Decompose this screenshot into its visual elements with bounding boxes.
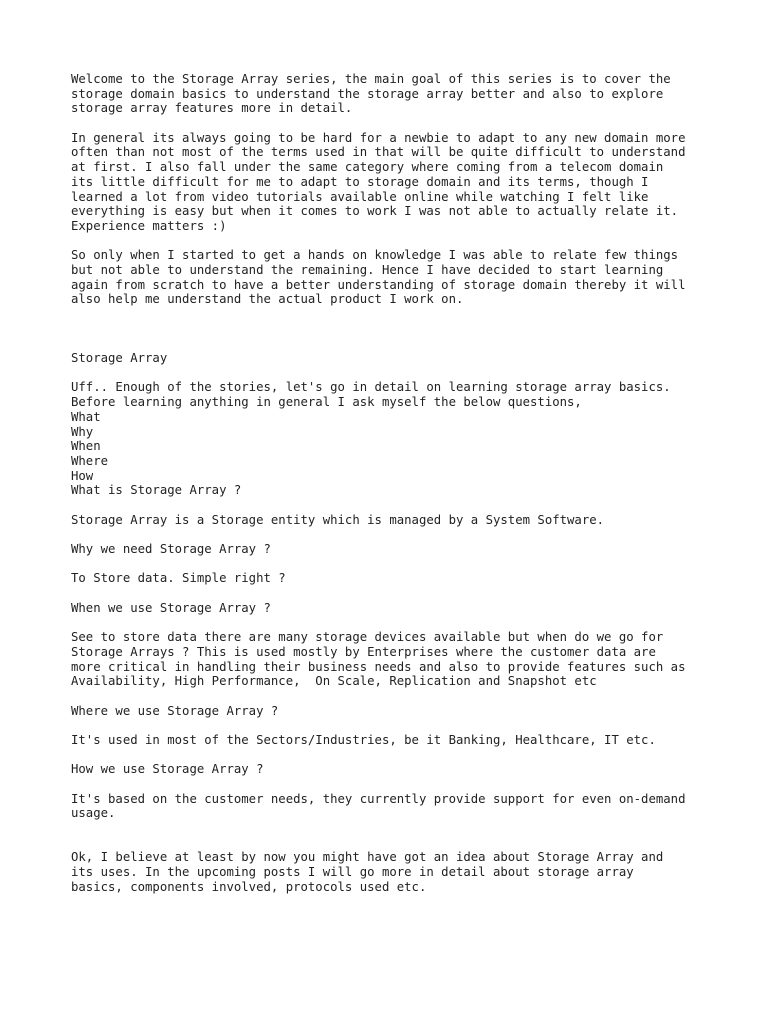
text-line: again from scratch to have a better understanding of storage domain thereby it will [71,277,686,292]
text-line: learned a lot from video tutorials available online while watching I felt like [71,189,649,204]
text-line: Storage Arrays ? This is used mostly by Enterprises where the customer data are [71,644,656,659]
question-word: Why [71,424,94,439]
question-word: When [71,439,101,454]
question-what: What is Storage Array ? [71,483,242,498]
text-line: storage array features more in detail. [71,101,353,116]
text-line: Before learning anything in general I ask myself the below questions, [71,395,582,410]
answer-why: To Store data. Simple right ? [71,571,286,586]
answer-when [71,630,731,689]
document-page [71,72,731,895]
text-line: Welcome to the Storage Array series, the main goal of this series is to cover the [71,72,671,86]
text-line: its little difficult for me to adapt to storage domain and its terms, though I [71,174,649,189]
text-line: In general its always going to be hard for a newbie to adapt to any new domain more [71,130,686,145]
uff-paragraph [71,380,731,498]
question-word: How [71,468,94,483]
text-line: everything is easy but when it comes to work I was not able to actually relate it. [71,204,679,219]
answer-what: Storage Array is a Storage entity which is managed by a System Software. [71,512,605,527]
text-line: basics, components involved, protocols used etc. [71,879,427,894]
text-line: often than not most of the terms used in that will be quite difficult to understand [71,145,686,160]
answer-where: It's used in most of the Sectors/Industries, be it Banking, Healthcare, IT etc. [71,732,656,747]
text-line: It's based on the customer needs, they currently provide support for even on-demand [71,791,686,806]
text-line: more critical in handling their business needs and also to provide features such as [71,659,686,674]
text-line: but not able to understand the remaining. Hence I have decided to start learning [71,262,664,277]
general-paragraph [71,131,731,234]
text-line: at first. I also fall under the same category where coming from a telecom domain [71,160,664,175]
question-when: When we use Storage Array ? [71,600,271,615]
question-how: How we use Storage Array ? [71,762,264,777]
text-line: See to store data there are many storage devices available but when do we go for [71,630,664,645]
question-word: What [71,409,101,424]
text-line: usage. [71,806,116,821]
text-line: Ok, I believe at least by now you might have got an idea about Storage Array and [71,850,664,865]
hands-on-paragraph [71,248,731,307]
text-line: storage domain basics to understand the storage array better and also to explore [71,86,664,101]
section-title: Storage Array [71,351,168,366]
answer-how [71,792,731,821]
text-line: Availability, High Performance, On Scale, Replication and Snapshot etc [71,674,597,689]
text-line: Experience matters :) [71,218,227,233]
conclusion-paragraph [71,850,731,894]
text-line: its uses. In the upcoming posts I will go more in detail about storage array [71,865,634,880]
text-line: Uff.. Enough of the stories, let's go in detail on learning storage array basics. [71,380,671,395]
text-line: also help me understand the actual product I work on. [71,292,464,307]
question-word: Where [71,453,109,468]
question-where: Where we use Storage Array ? [71,703,279,718]
text-line: So only when I started to get a hands on knowledge I was able to relate few things [71,248,679,263]
question-why: Why we need Storage Array ? [71,542,271,556]
intro-paragraph [71,72,731,116]
